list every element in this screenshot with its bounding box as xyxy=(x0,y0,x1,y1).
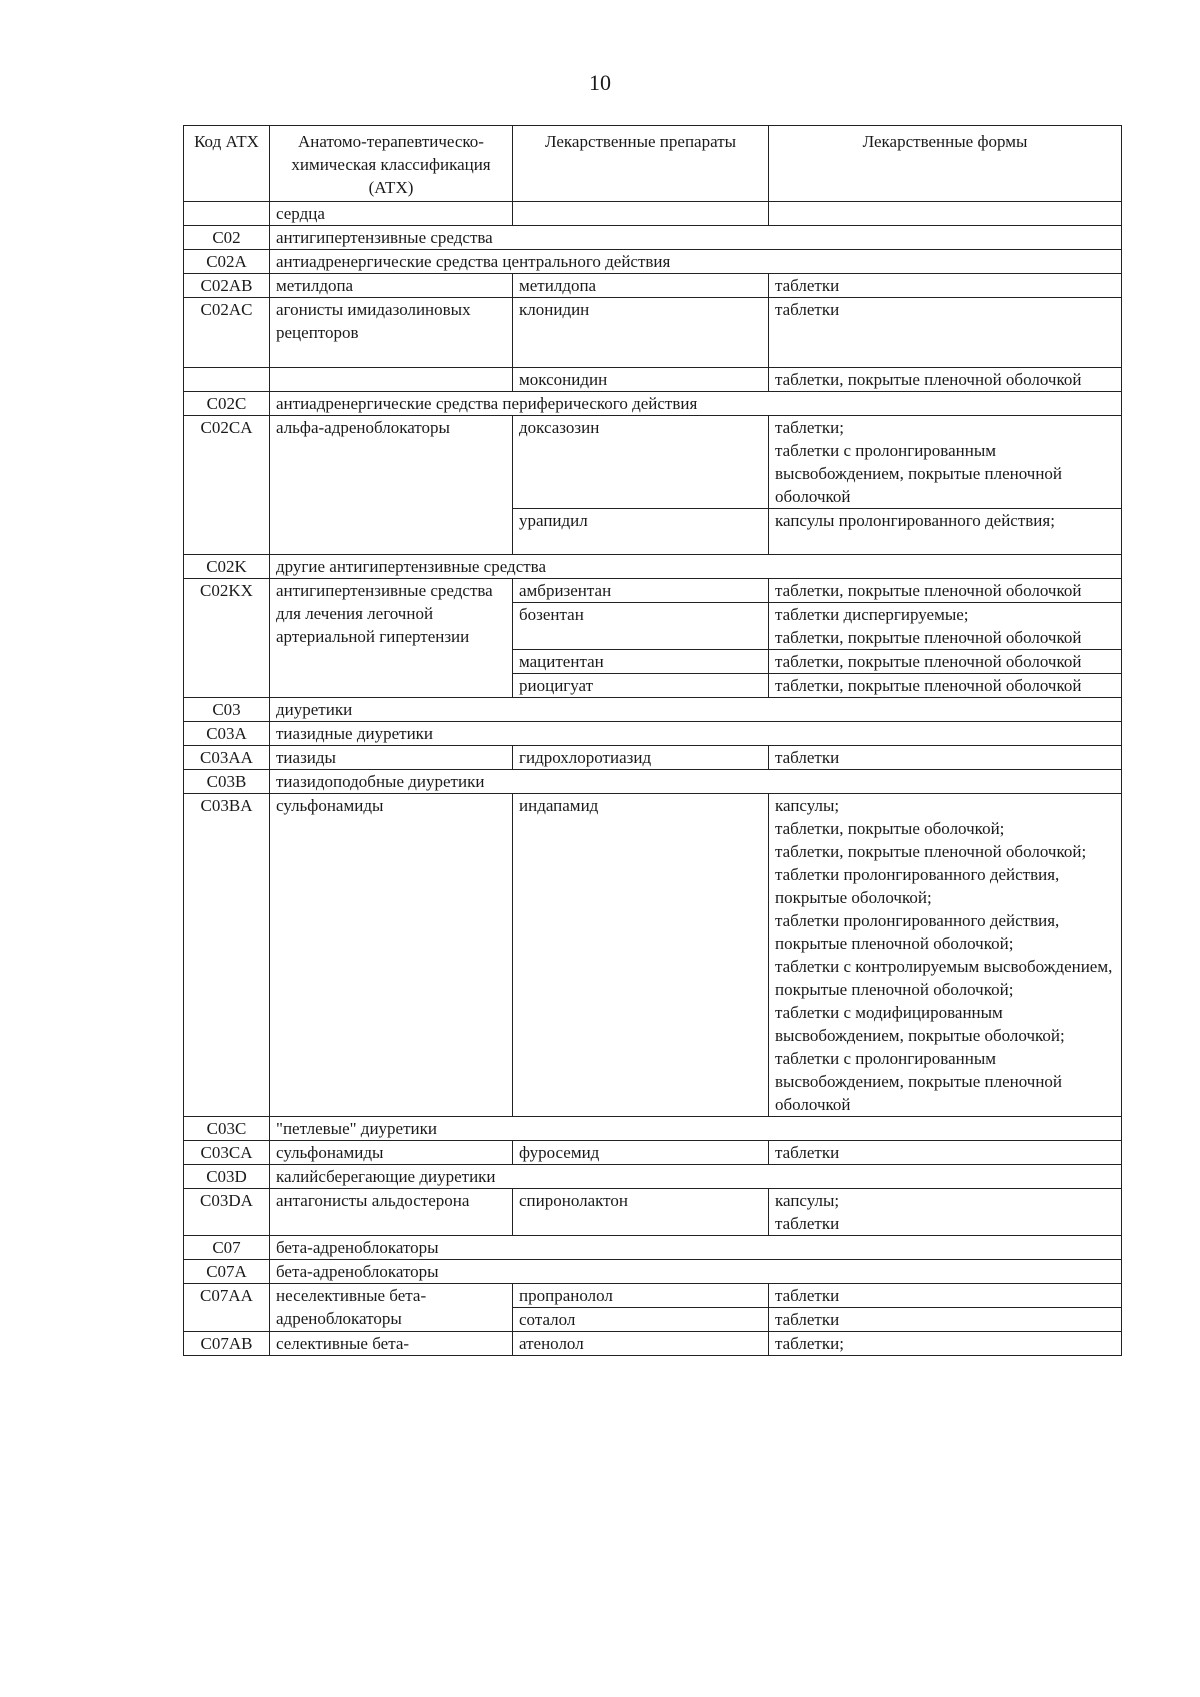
cell-drug: клонидин xyxy=(513,298,769,368)
cell-drug: риоцигуат xyxy=(513,674,769,698)
cell-classification: тиазиды xyxy=(270,746,513,770)
cell-drug: мацитентан xyxy=(513,650,769,674)
cell-form xyxy=(769,603,1122,650)
table-row xyxy=(184,1141,1122,1165)
cell-drug: спиронолактон xyxy=(513,1189,769,1236)
cell-code: C02AB xyxy=(184,274,270,298)
cell-form: капсулы пролонгированного действия; xyxy=(769,509,1122,555)
cell-form xyxy=(769,416,1122,509)
cell-classification: антагонисты альдостерона xyxy=(270,1189,513,1236)
cell-classification: сульфонамиды xyxy=(270,794,513,1117)
cell-form: таблетки, покрытые пленочной оболочкой xyxy=(769,579,1122,603)
cell-classification: альфа-адреноблокаторы xyxy=(270,416,513,555)
table-row xyxy=(184,698,1122,722)
cell-classification: агонисты имидазолиновых рецепторов xyxy=(270,298,513,368)
table-row xyxy=(184,1260,1122,1284)
table-row xyxy=(184,274,1122,298)
cell-classification: селективные бета- xyxy=(270,1332,513,1356)
cell-classification: метилдопа xyxy=(270,274,513,298)
cell-classification xyxy=(270,368,513,392)
cell-drug xyxy=(513,202,769,226)
cell-code: C02A xyxy=(184,250,270,274)
form-line: таблетки с модифицированным высвобождением, покрытые оболочкой; xyxy=(775,1003,1065,1045)
cell-code: C02K xyxy=(184,555,270,579)
cell-classification: сульфонамиды xyxy=(270,1141,513,1165)
cell-drug: бозентан xyxy=(513,603,769,650)
cell-classification: бета-адреноблокаторы xyxy=(270,1236,1122,1260)
table-row xyxy=(184,416,1122,509)
cell-classification: антигипертензивные средства xyxy=(270,226,1122,250)
cell-classification: антиадренергические средства центрального действия xyxy=(270,250,1122,274)
table-row xyxy=(184,1236,1122,1260)
form-line: таблетки, покрытые оболочкой; xyxy=(775,819,1005,838)
table-row xyxy=(184,746,1122,770)
cell-form: таблетки, покрытые пленочной оболочкой xyxy=(769,368,1122,392)
cell-classification: антигипертензивные средства для лечения легочной артериальной гипертензии xyxy=(270,579,513,698)
cell-drug: индапамид xyxy=(513,794,769,1117)
header-forms: Лекарственные формы xyxy=(769,126,1122,202)
cell-code: C03C xyxy=(184,1117,270,1141)
cell-drug: метилдопа xyxy=(513,274,769,298)
cell-code: C03BA xyxy=(184,794,270,1117)
form-line: таблетки пролонгированного действия, покрытые пленочной оболочкой; xyxy=(775,911,1060,953)
page-number: 10 xyxy=(589,70,611,95)
header-classification: Анатомо-терапевтическо-химическая классификация (АТХ) xyxy=(270,126,513,202)
cell-code: C07 xyxy=(184,1236,270,1260)
cell-classification: диуретики xyxy=(270,698,1122,722)
table-header-row xyxy=(184,126,1122,202)
cell-code: C03AA xyxy=(184,746,270,770)
form-line: таблетки пролонгированного действия, покрытые оболочкой; xyxy=(775,865,1060,907)
cell-drug: моксонидин xyxy=(513,368,769,392)
cell-drug: доксазозин xyxy=(513,416,769,509)
cell-form: таблетки, покрытые пленочной оболочкой xyxy=(769,650,1122,674)
header-code: Код АТХ xyxy=(184,126,270,202)
cell-form: таблетки xyxy=(769,1308,1122,1332)
cell-classification: антиадренергические средства периферического действия xyxy=(270,392,1122,416)
form-line: капсулы; xyxy=(775,796,840,815)
table-row xyxy=(184,722,1122,746)
table-row xyxy=(184,226,1122,250)
table-row xyxy=(184,794,1122,1117)
cell-code: C02 xyxy=(184,226,270,250)
table-row xyxy=(184,579,1122,603)
table-row xyxy=(184,202,1122,226)
cell-classification: калийсберегающие диуретики xyxy=(270,1165,1122,1189)
cell-form xyxy=(769,1189,1122,1236)
table-row xyxy=(184,1284,1122,1308)
cell-code: C02C xyxy=(184,392,270,416)
cell-drug: пропранолол xyxy=(513,1284,769,1308)
table-row xyxy=(184,1165,1122,1189)
table-row xyxy=(184,250,1122,274)
cell-classification: "петлевые" диуретики xyxy=(270,1117,1122,1141)
table-row xyxy=(184,1117,1122,1141)
atx-table xyxy=(183,125,1122,1356)
table-row xyxy=(184,298,1122,368)
cell-drug: соталол xyxy=(513,1308,769,1332)
cell-classification: сердца xyxy=(270,202,513,226)
table-row xyxy=(184,392,1122,416)
table-row xyxy=(184,555,1122,579)
cell-code: C02CA xyxy=(184,416,270,555)
cell-code: C03D xyxy=(184,1165,270,1189)
cell-drug: амбризентан xyxy=(513,579,769,603)
cell-code xyxy=(184,202,270,226)
form-line: таблетки диспергируемые; xyxy=(775,605,969,624)
cell-code: C07AA xyxy=(184,1284,270,1332)
cell-form: таблетки xyxy=(769,298,1122,368)
cell-drug: гидрохлоротиазид xyxy=(513,746,769,770)
cell-drug: атенолол xyxy=(513,1332,769,1356)
cell-form xyxy=(769,202,1122,226)
cell-code: C02AC xyxy=(184,298,270,368)
cell-drug: фуросемид xyxy=(513,1141,769,1165)
cell-form xyxy=(769,794,1122,1117)
form-line: таблетки, покрытые пленочной оболочкой; xyxy=(775,842,1087,861)
cell-form: таблетки xyxy=(769,1284,1122,1308)
cell-classification: неселективные бета-адреноблокаторы xyxy=(270,1284,513,1332)
cell-code xyxy=(184,368,270,392)
cell-form: таблетки xyxy=(769,1141,1122,1165)
table-row xyxy=(184,1332,1122,1356)
table-row xyxy=(184,368,1122,392)
cell-code: C03CA xyxy=(184,1141,270,1165)
form-line: таблетки с пролонгированным высвобождением, покрытые пленочной оболочкой xyxy=(775,441,1063,506)
cell-code: C02KX xyxy=(184,579,270,698)
header-drugs: Лекарственные препараты xyxy=(513,126,769,202)
cell-form: таблетки, покрытые пленочной оболочкой xyxy=(769,674,1122,698)
cell-code: C03A xyxy=(184,722,270,746)
form-line: таблетки с пролонгированным высвобождением, покрытые пленочной оболочкой xyxy=(775,1049,1063,1114)
table-row xyxy=(184,1189,1122,1236)
cell-form: таблетки; xyxy=(769,1332,1122,1356)
cell-code: C03DA xyxy=(184,1189,270,1236)
cell-code: C07AB xyxy=(184,1332,270,1356)
cell-classification: другие антигипертензивные средства xyxy=(270,555,1122,579)
form-line: таблетки, покрытые пленочной оболочкой xyxy=(775,628,1082,647)
cell-code: C03B xyxy=(184,770,270,794)
form-line: капсулы; xyxy=(775,1191,840,1210)
form-line: таблетки xyxy=(775,1214,840,1233)
cell-classification: тиазидные диуретики xyxy=(270,722,1122,746)
form-line: таблетки; xyxy=(775,418,844,437)
cell-form: таблетки xyxy=(769,746,1122,770)
table-row xyxy=(184,770,1122,794)
cell-code: C03 xyxy=(184,698,270,722)
cell-code: C07A xyxy=(184,1260,270,1284)
cell-drug: урапидил xyxy=(513,509,769,555)
cell-classification: бета-адреноблокаторы xyxy=(270,1260,1122,1284)
cell-form: таблетки xyxy=(769,274,1122,298)
cell-classification: тиазидоподобные диуретики xyxy=(270,770,1122,794)
form-line: таблетки с контролируемым высвобождением, покрытые пленочной оболочкой; xyxy=(775,957,1113,999)
